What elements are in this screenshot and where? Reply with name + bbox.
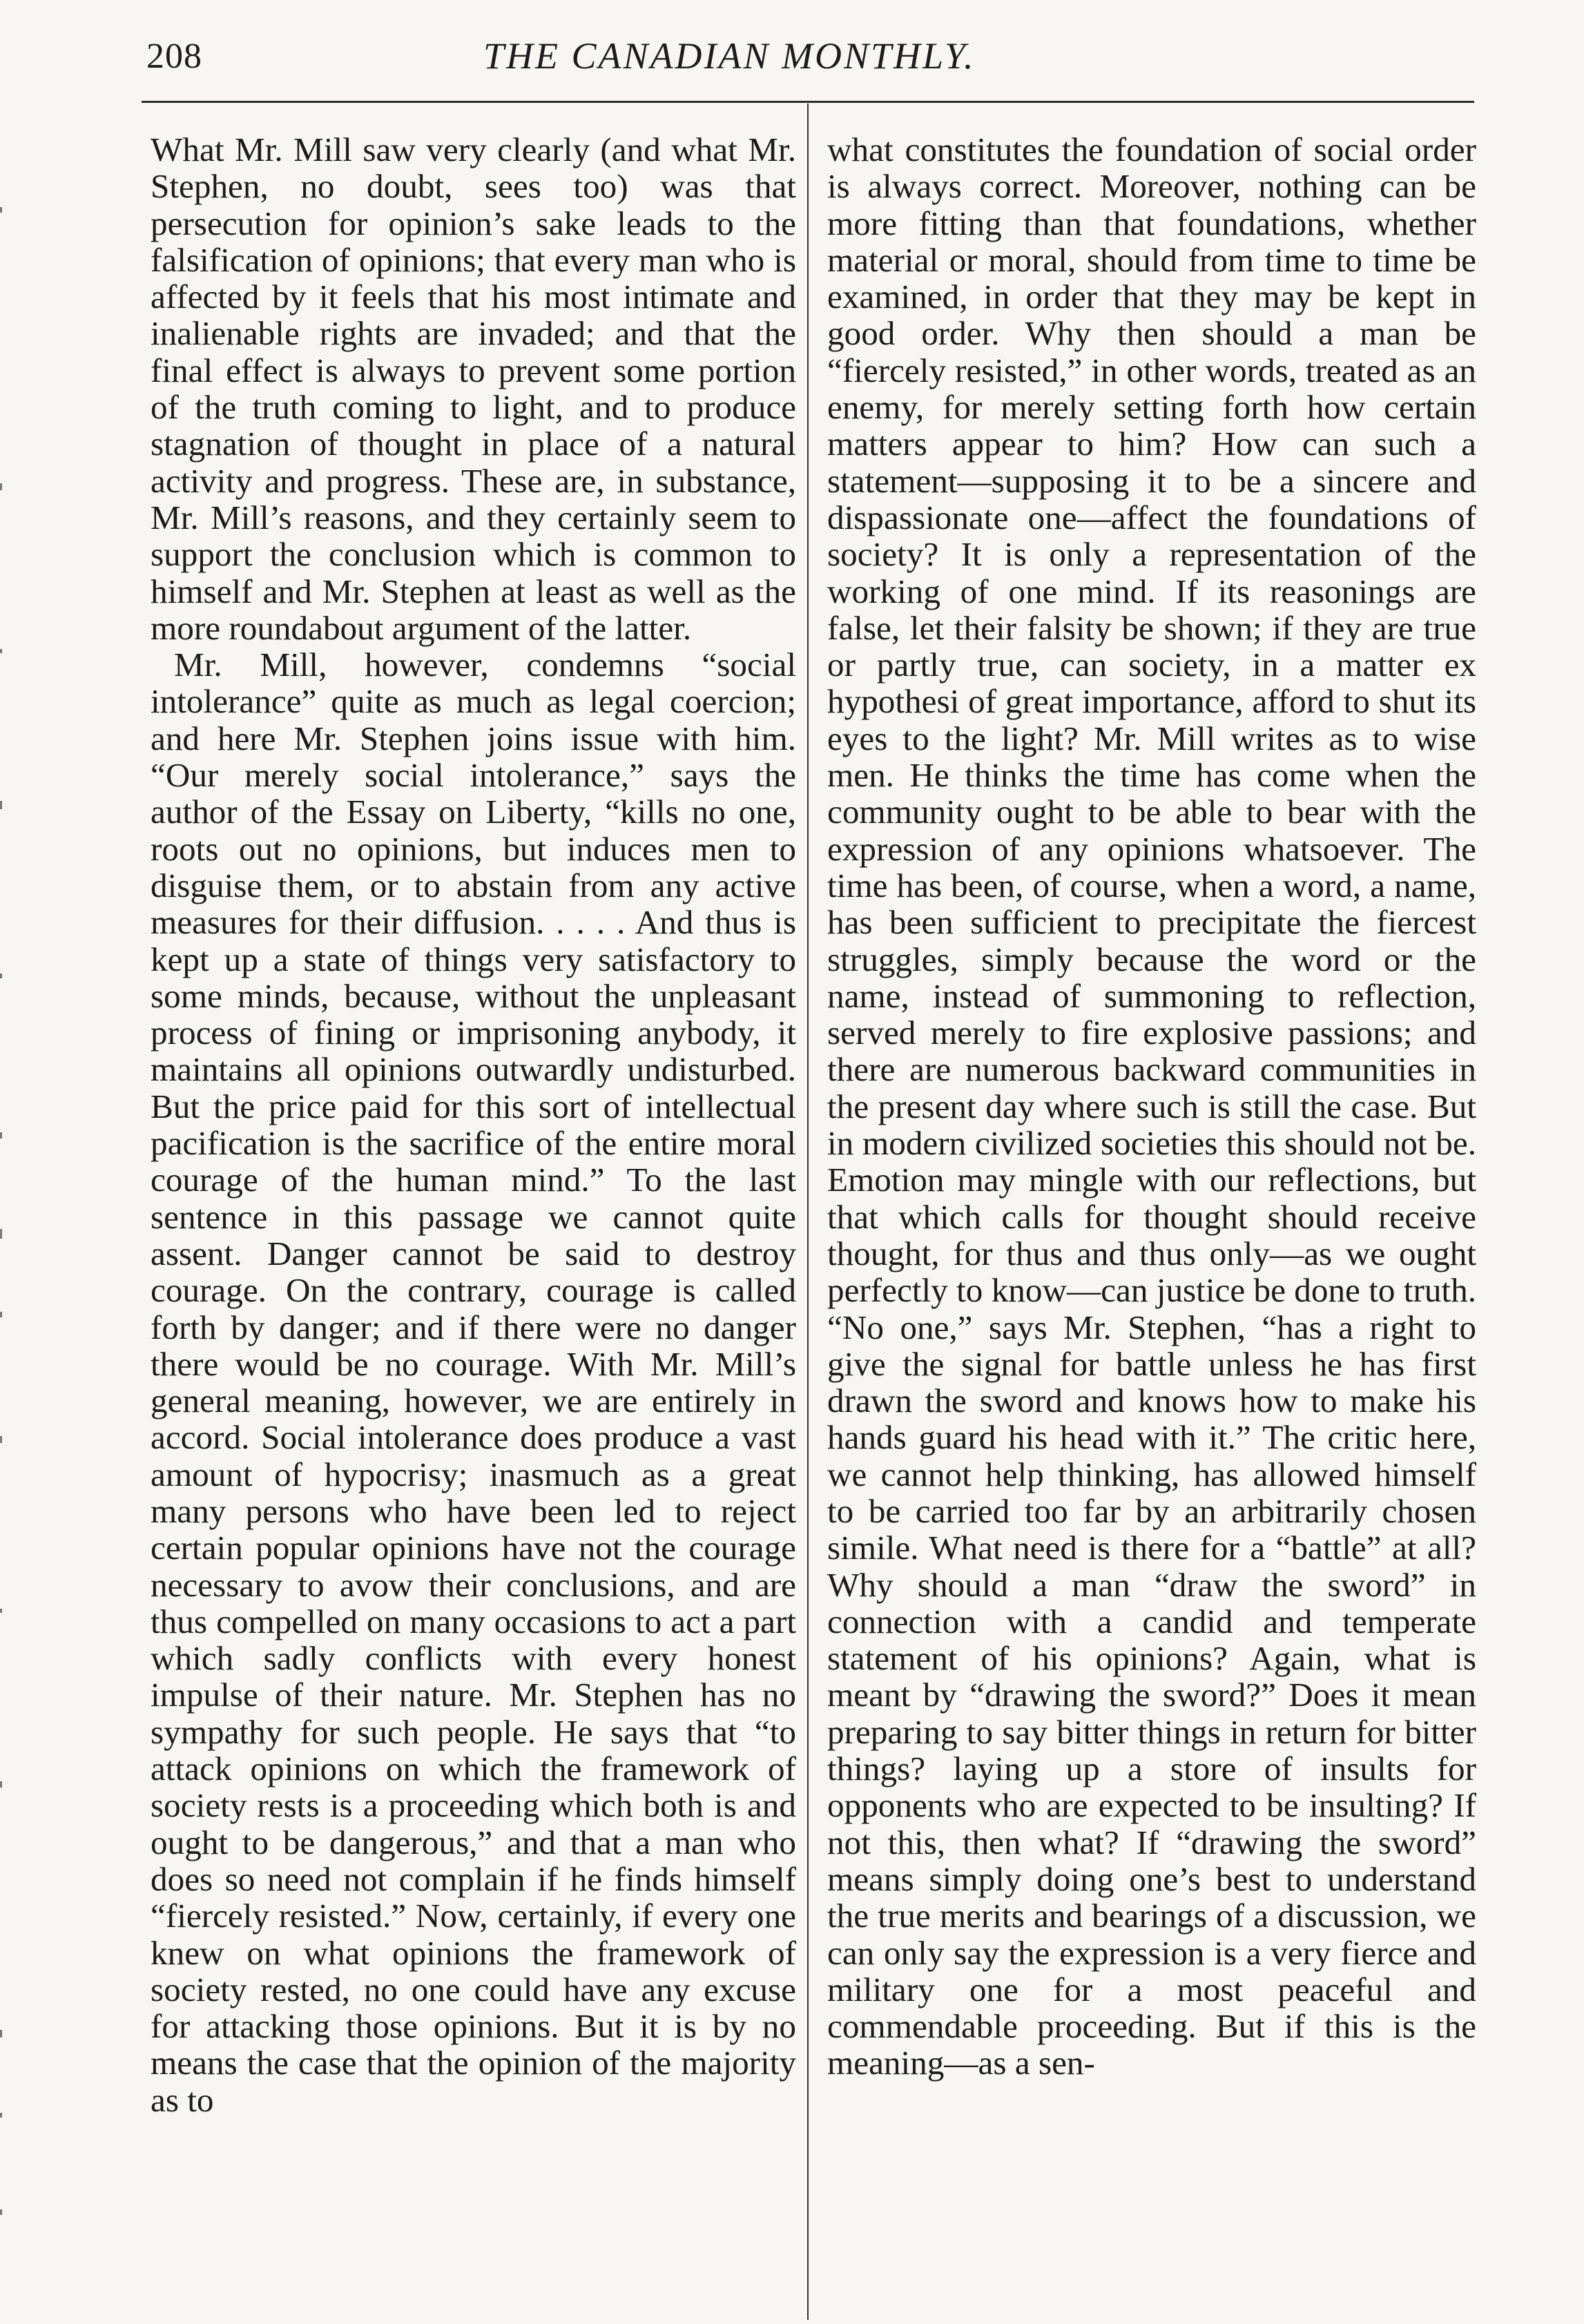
right-column — [827, 131, 1476, 2082]
right-paragraph-1: what constitutes the foundation of social order is always correct. Moreover, nothing can be more fitting than that foundations, whether material or moral, should from time to time be examined, in order that they may be kept in good order. Why then should a man be “fiercely resisted,” in other words, treated as an enemy, for merely setting forth how certain matters appear to him? How can such a statement—supposing it to be a sincere and dispassionate one—affect the foundations of society? It is only a representation of the working of one mind. If its reasonings are false, let their falsity be shown; if they are true or partly true, can society, in a matter ex hypothesi of great importance, afford to shut its eyes to the light? Mr. Mill writes as to wise men. He thinks the time has come when the community ought to be able to bear with the expression of any opinions whatsoever. The time has been, of course, when a word, a name, has been sufficient to precipitate the fiercest struggles, simply because the word or the name, instead of summoning to reflection, served merely to fire explosive passions; and there are numerous backward communities in the present day where such is still the case. But in modern civilized societies this should not be. Emotion may mingle with our reflections, but that which calls for thought should receive thought, for thus and thus only—as we ought perfectly to know—can justice be done to truth. “No one,” says Mr. Stephen, “has a right to give the signal for battle unless he has first drawn the sword and knows how to make his hands guard his head with it.” The critic here, we cannot help thinking, has allowed himself to be carried too far by an arbitrarily chosen simile. What need is there for a “battle” at all? Why should a man “draw the sword” in connection with a candid and temperate statement of his opinions? Again, what is meant by “drawing the sword?” Does it mean preparing to say bitter things in return for bitter things? laying up a store of insults for opponents who are expected to be insulting? If not this, then what? If “drawing the sword” means simply doing one’s best to understand the true merits and bearings of a discussion, we can only say the expression is a very fierce and military one for a most peaceful and commendable proceeding. But if this is the meaning—as a sen- — [827, 130, 1476, 2082]
running-title: THE CANADIAN MONTHLY. — [483, 35, 976, 77]
column-divider — [807, 104, 809, 2320]
left-paragraph-1: What Mr. Mill saw very clearly (and what Mr. Stephen, no doubt, sees too) was that persecution for opinion’s sake leads to the falsification of opinions; that every man who is affected by it feels that his most intimate and inalienable rights are invaded; and that the final effect is always to prevent some portion of the truth coming to light, and to produce stagnation of thought in place of a natural activity and progress. These are, in substance, Mr. Mill’s reasons, and they certainly seem to support the conclusion which is common to himself and Mr. Stephen at least as well as the more roundabout argument of the latter. — [151, 130, 796, 647]
binding-margin-marks — [0, 124, 18, 2265]
page-number: 208 — [146, 37, 202, 76]
left-column — [151, 131, 796, 2118]
header-rule — [142, 101, 1474, 103]
left-paragraph-2: Mr. Mill, however, condemns “social intolerance” quite as much as legal coercion; and here Mr. Stephen joins issue with him. “Our merely social intolerance,” says the author of the Essay on Liberty, “kills no one, roots out no opinions, but induces men to disguise them, or to abstain from any active measures for their diffusion. . . . . And thus is kept up a state of things very satisfactory to some minds, because, without the unpleasant process of fining or imprisoning anybody, it maintains all opinions outwardly undisturbed. But the price paid for this sort of intellectual pacification is the sacrifice of the entire moral courage of the human mind.” To the last sentence in this passage we cannot quite assent. Danger cannot be said to destroy courage. On the contrary, courage is called forth by danger; and if there were no danger there would be no courage. With Mr. Mill’s general meaning, however, we are entirely in accord. Social intolerance does produce a vast amount of hypocrisy; inasmuch as a great many persons who have been led to reject certain popular opinions have not the courage necessary to avow their conclusions, and are thus compelled on many occasions to act a part which sadly conflicts with every honest impulse of their nature. Mr. Stephen has no sympathy for such people. He says that “to attack opinions on which the framework of society rests is a proceeding which both is and ought to be dangerous,” and that a man who does so need not complain if he finds himself “fiercely resisted.” Now, certainly, if every one knew on what opinions the framework of society rested, no one could have any excuse for attacking those opinions. But it is by no means the case that the opinion of the majority as to — [151, 646, 796, 2119]
